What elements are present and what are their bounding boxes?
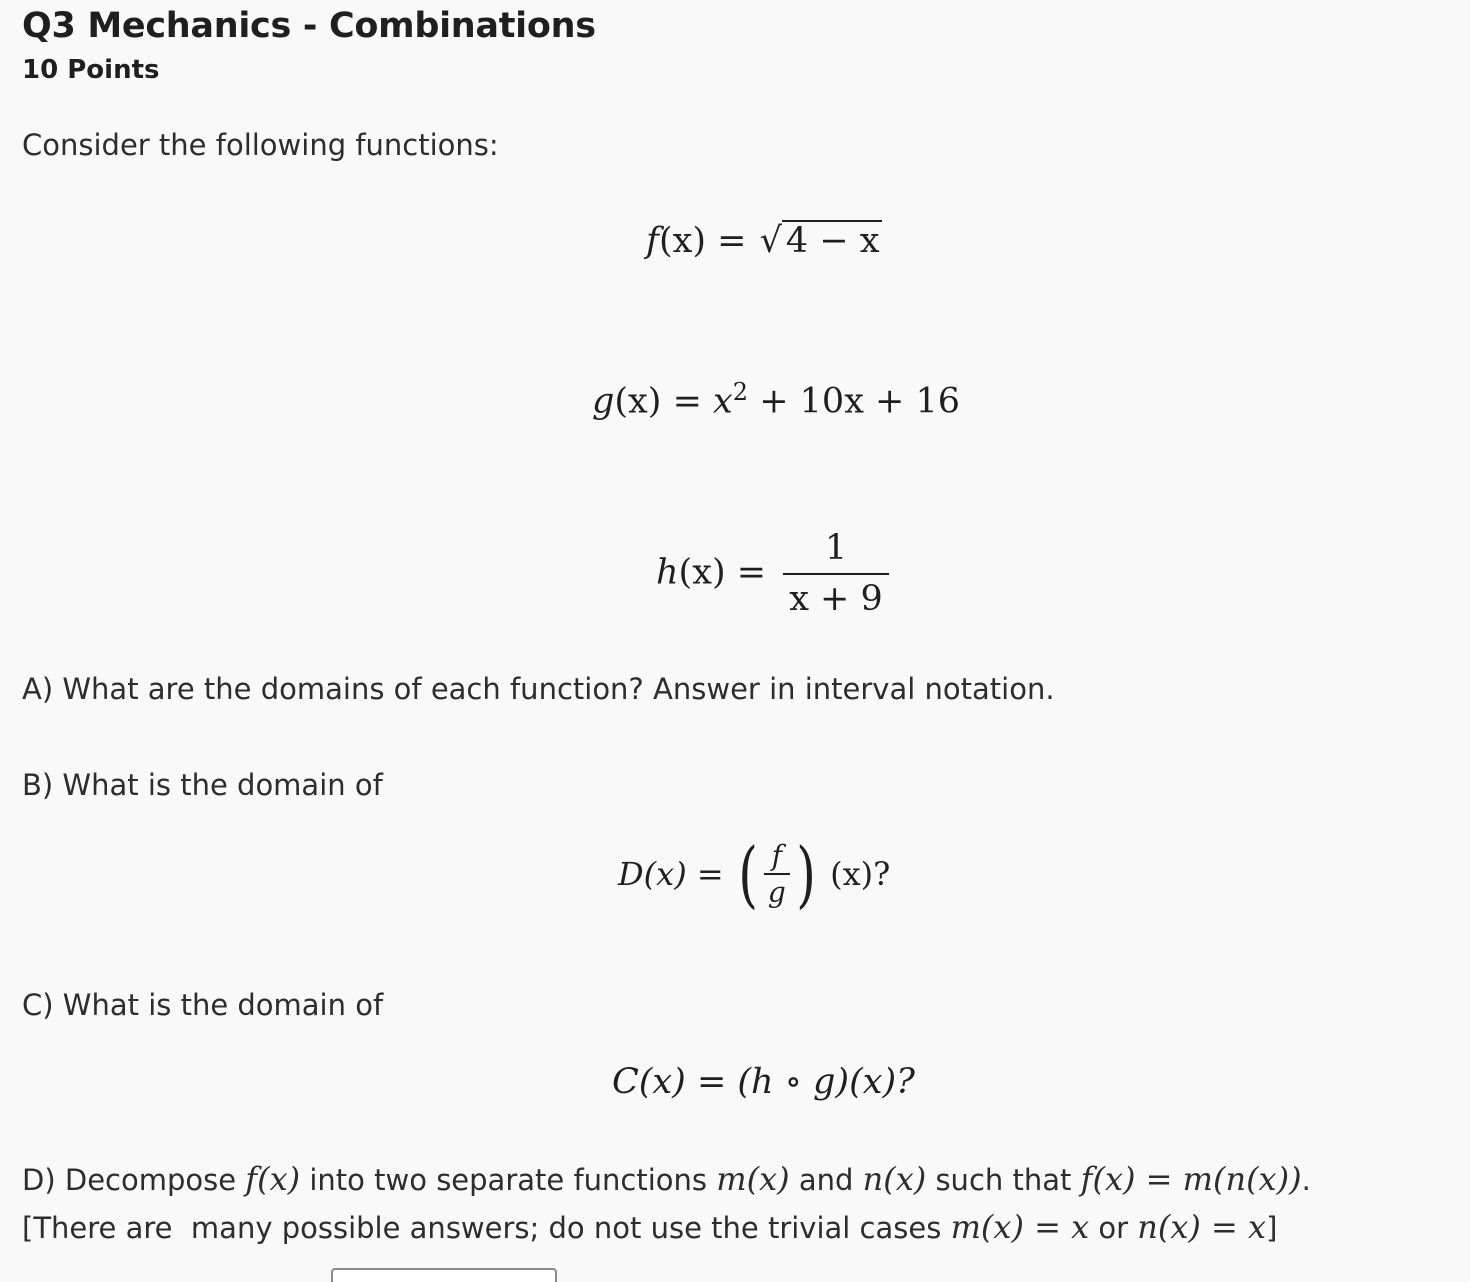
d-fraction [764, 838, 790, 909]
f-lhs-name: f [646, 221, 659, 261]
h-numerator: 1 [783, 530, 889, 575]
h-fraction [783, 530, 889, 618]
part-d-text-4: such that [926, 1163, 1081, 1197]
part-c-prompt: C) What is the domain of [22, 988, 384, 1022]
part-d-text-5: . [1301, 1163, 1311, 1197]
part-d-text-3: and [789, 1163, 863, 1197]
part-d-line-1 [22, 1160, 1311, 1198]
part-d-trivial-n: n(x) = x [1137, 1208, 1267, 1246]
equation-h [656, 530, 895, 618]
part-d-line-2 [22, 1208, 1277, 1246]
h-equals: = [725, 552, 778, 593]
g-rhs-exponent: 2 [732, 378, 749, 406]
question-points: 10 Points [22, 55, 160, 85]
d-paren-open: ( [738, 832, 758, 916]
radical-sign-icon: √ [759, 221, 782, 261]
answer-input-box[interactable] [331, 1268, 557, 1282]
part-d-note-3: ] [1266, 1211, 1278, 1245]
part-d-note-2: or [1089, 1211, 1138, 1245]
h-lhs-name: h [656, 552, 679, 593]
equation-d [618, 832, 891, 916]
g-equals: = [661, 381, 714, 422]
d-lhs: D(x) = [618, 855, 734, 893]
f-radicand: 4 − x [782, 220, 882, 259]
part-d-n-expr: n(x) [862, 1160, 927, 1198]
d-denominator: g [767, 876, 786, 909]
part-d-note-1: [There are many possible answers; do not use the trivial cases [22, 1211, 951, 1245]
f-equals: = [706, 221, 758, 261]
part-d-m-expr: m(x) [716, 1160, 790, 1198]
part-d-text-2: into two separate functions [300, 1163, 717, 1197]
part-d-text-1: D) Decompose [22, 1163, 246, 1197]
g-lhs-name: g [592, 381, 615, 422]
part-d-f-expr: f(x) [245, 1160, 301, 1198]
d-numerator: f [764, 841, 790, 875]
part-a-text: A) What are the domains of each function? Answer in interval notation. [22, 672, 1055, 706]
d-rest: (x)? [819, 855, 891, 893]
f-lhs-arg: (x) [658, 221, 707, 261]
f-sqrt [758, 220, 882, 261]
equation-c: C(x) = (h ∘ g)(x)? [612, 1062, 915, 1102]
equation-g [592, 378, 960, 422]
h-denominator: x + 9 [789, 578, 883, 619]
part-d-compose-expr: f(x) = m(n(x)) [1080, 1160, 1302, 1198]
question-title: Q3 Mechanics - Combinations [22, 6, 596, 46]
g-rhs-rest: + 10x + 16 [748, 381, 961, 422]
g-lhs-arg: (x) [614, 381, 662, 422]
part-d-trivial-m: m(x) = x [950, 1208, 1090, 1246]
part-b-prompt: B) What is the domain of [22, 768, 383, 802]
g-rhs-x: x [713, 381, 733, 422]
h-lhs-arg: (x) [678, 552, 726, 593]
d-paren-close: ) [796, 832, 816, 916]
intro-text: Consider the following functions: [22, 128, 499, 162]
equation-f [646, 220, 882, 261]
